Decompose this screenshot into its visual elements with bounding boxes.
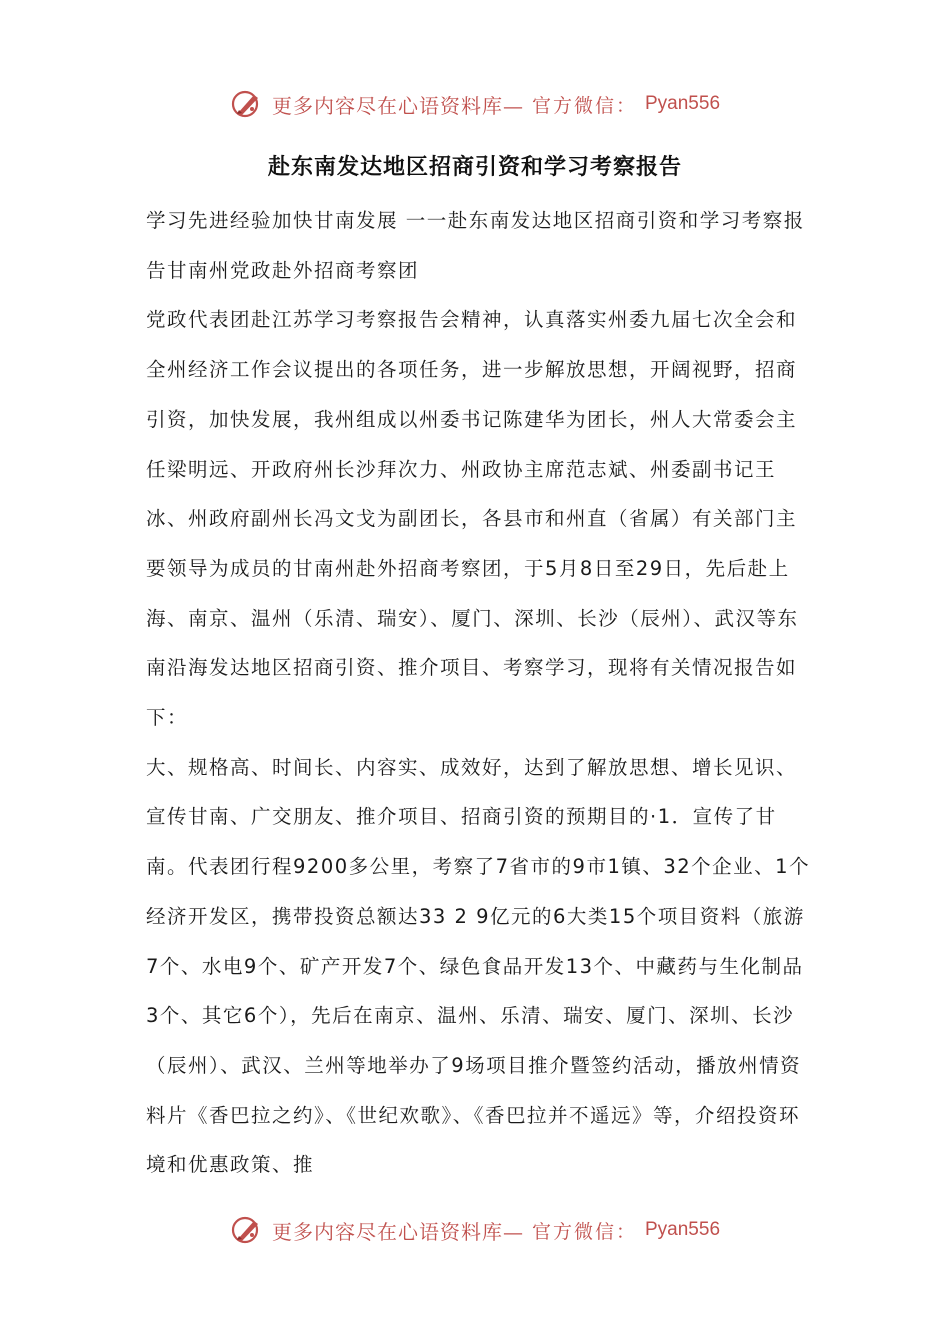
paragraph-intro: 党政代表团赴江苏学习考察报告会精神，认真落实州委九届七次全会和全州经济工作会议提出的各项任务，进一步解放思想，开阔视野，招商引资，加快发展，我州组成以州委书记陈建华为团长，州人大常委会主任梁明远、开政府州长沙拜次力、州政协主席范志斌、州委副书记王冰、州政府副州长冯文戈为副团长，各县市和州直（省属）有关部门主要领导为成员的甘南州赴外招商考察团，于5月8日至29日，先后赴上海、南京、温州（乐清、瑞安）、厦门、深圳、长沙（辰州）、武汉等东南沿海发达地区招商引资、推介项目、考察学习，现将有关情况报告如下： (146, 308, 799, 730)
watermark-brand-text: 更多内容尽在心语资料库— (271, 1219, 524, 1244)
pen-circle-logo-icon (230, 1213, 264, 1247)
pen-circle-logo-icon (230, 87, 264, 121)
watermark-banner-bottom (0, 1208, 950, 1252)
watermark-wechat-id: Pyan556 (645, 1219, 721, 1240)
watermark-banner-top (0, 82, 950, 126)
watermark-wechat-label: 官方微信： (531, 1220, 637, 1243)
watermark-wechat-label: 官方微信： (531, 94, 637, 117)
paragraph-results: 大、规格高、时间长、内容实、成效好，达到了解放思想、增长见识、宣传甘南、广交朋友、推介项目、招商引资的预期目的·1．宣传了甘南。代表团行程9200多公里，考察了7省市的9市1镇、32个企业、1个经济开发区，携带投资总额达33 2 9亿元的6大类15个项目资料（旅游7个、水电9个、矿产开发7个、绿色食品开发13个、中藏药与生化制品3个、其它6个），先后在南京、温州、乐清、瑞安、厦门、深圳、长沙（辰州）、武汉、兰州等地举办了9场项目推介暨签约活动，播放州情资料片《香巴拉之约》、《世纪欢歌》、《香巴拉并不遥远》等，介绍投资环境和优惠政策、推 (146, 755, 811, 1177)
document-body (146, 196, 816, 1190)
document-title: 赴东南发达地区招商引资和学习考察报告 (267, 154, 682, 180)
watermark-wechat-id: Pyan556 (645, 93, 721, 114)
paragraph-subtitle: 学习先进经验加快甘南发展 一一赴东南发达地区招商引资和学习考察报告甘南州党政赴外招商考察团 (146, 209, 805, 282)
watermark-brand-text: 更多内容尽在心语资料库— (271, 93, 524, 118)
